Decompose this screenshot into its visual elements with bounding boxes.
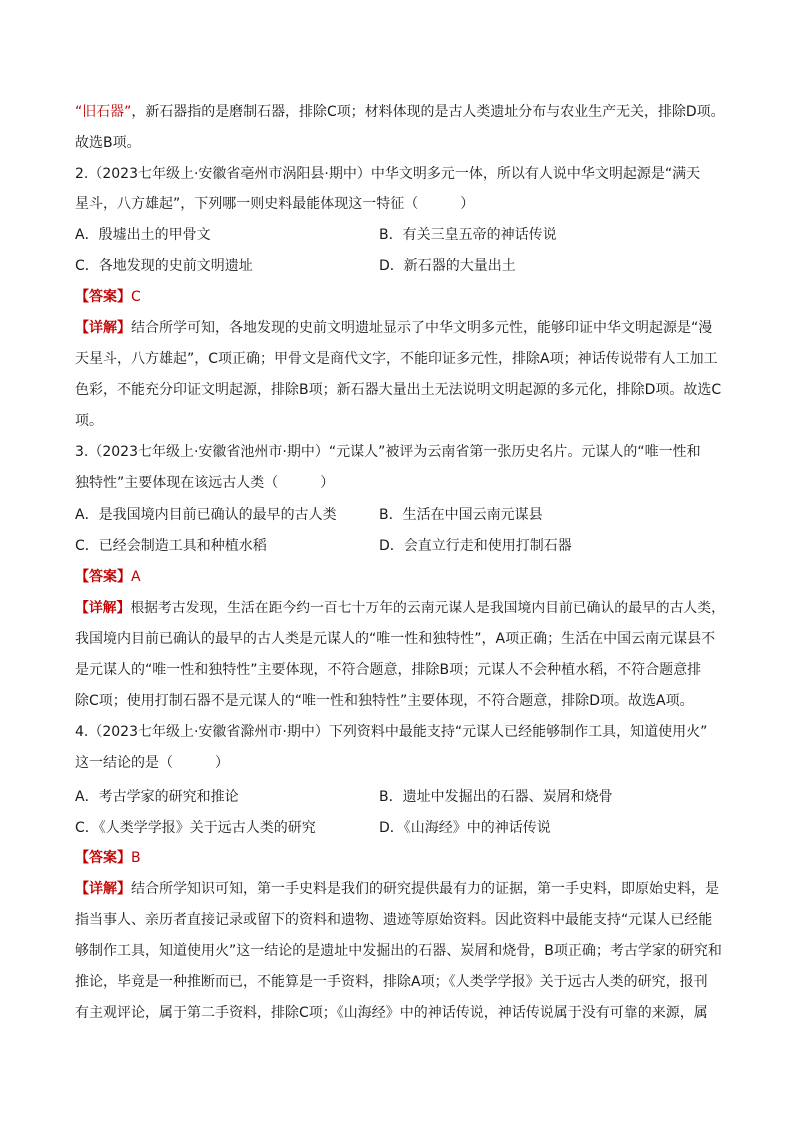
detail-text: 根据考古发现，生活在距今约一百七十万年的云南元谋人是我国境内目前已确认的最早的古人类， <box>130 600 725 616</box>
question-4-option-a: A．考古学家的研究和推论 <box>75 789 239 805</box>
question-4-detail-line-4: 推论，毕竟是一种推断而已，不能算是一手资料，排除A项；《人类学学报》关于远古人类的研究，报刊 <box>75 974 708 990</box>
question-4-answer <box>75 843 725 874</box>
question-4-detail-line-2: 指当事人、亲历者直接记录或留下的资料和遗物、遗迹等原始资料。因此资料中最能支持“元谋人已经能 <box>75 912 713 928</box>
question-3-option-d: D．会直立行走和使用打制石器 <box>379 538 572 554</box>
question-2-option-c: C．各地发现的史前文明遗址 <box>75 258 253 274</box>
question-4-option-d: D．《山海经》中的神话传说 <box>379 820 551 836</box>
intro-line-1 <box>75 97 725 128</box>
intro-line-2: 故选B项。 <box>75 135 141 151</box>
intro-text: ，新石器指的是磨制石器，排除C项；材料体现的是古人类遗址分布与农业生产无关，排除D项。 <box>131 104 725 120</box>
question-2-stem-line-1: 2.（2023七年级上·安徽省亳州市涡阳县·期中）中华文明多元一体，所以有人说中华文明起源是“满天 <box>75 166 701 182</box>
answer-value: B <box>131 850 141 866</box>
question-2-detail-line-1 <box>75 313 725 344</box>
detail-tag: 【详解】 <box>75 320 131 336</box>
question-4-detail-line-1 <box>75 874 725 905</box>
answer-tag: 【答案】 <box>75 289 131 305</box>
question-4-detail-line-5: 有主观评论，属于第二手资料，排除C项；《山海经》中的神话传说，神话传说属于没有可靠的来源，属 <box>75 1005 708 1021</box>
question-4-option-c: C．《人类学学报》关于远古人类的研究 <box>75 820 316 836</box>
question-3-detail-line-4: 除C项；使用打制石器不是元谋人的“唯一性和独特性”主要体现，不符合题意，排除D项。故选A项。 <box>75 693 694 709</box>
answer-value: C <box>131 289 141 305</box>
question-3-stem-line-2: 独特性”主要体现在该远古人类（ ） <box>75 475 335 491</box>
question-4-option-b: B．遗址中发掘出的石器、炭屑和烧骨 <box>379 789 613 805</box>
answer-tag: 【答案】 <box>75 569 131 585</box>
intro-quote: “旧石器” <box>75 104 132 120</box>
question-2-detail-line-3: 色彩，不能充分印证文明起源，排除B项；新石器大量出土无法说明文明起源的多元化，排除D项。故选C <box>75 382 722 398</box>
question-3-option-a: A．是我国境内目前已确认的最早的古人类 <box>75 507 337 523</box>
detail-tag: 【详解】 <box>75 600 131 616</box>
question-3-option-c: C．已经会制造工具和种植水稻 <box>75 538 267 554</box>
question-2-option-d: D．新石器的大量出土 <box>379 258 516 274</box>
detail-text: 结合所学可知，各地发现的史前文明遗址显示了中华文明多元性，能够印证中华文明起源是“漫 <box>131 320 713 336</box>
answer-tag: 【答案】 <box>75 850 131 866</box>
question-3-answer <box>75 562 725 593</box>
question-2-stem-line-2: 星斗，八方雄起”，下列哪一则史料最能体现这一特征（ ） <box>75 196 475 212</box>
question-4-detail-line-3: 够制作工具，知道使用火”这一结论的是遗址中发掘出的石器、炭屑和烧骨，B项正确；考古学家的研究和 <box>75 943 722 959</box>
detail-text: 结合所学知识可知，第一手史料是我们的研究提供最有力的证据，第一手史料，即原始史料，是 <box>131 881 719 897</box>
question-2-detail-line-2: 天星斗，八方雄起”，C项正确；甲骨文是商代文字，不能印证多元性，排除A项；神话传说带有人工加工 <box>75 351 718 367</box>
answer-value: A <box>131 569 141 585</box>
question-3-detail-line-2: 我国境内目前已确认的最早的古人类是元谋人的“唯一性和独特性”，A项正确；生活在中国云南元谋县不 <box>75 631 716 647</box>
detail-tag: 【详解】 <box>75 881 131 897</box>
question-2-option-a: A．殷墟出土的甲骨文 <box>75 227 211 243</box>
question-2-answer <box>75 282 725 313</box>
question-3-option-b: B．生活在中国云南元谋县 <box>379 507 543 523</box>
question-3-detail-line-1 <box>75 593 725 624</box>
question-2-detail-line-4: 项。 <box>75 413 103 429</box>
question-4-stem-line-1: 4.（2023七年级上·安徽省滁州市·期中）下列资料中最能支持“元谋人已经能够制作工具，知道使用火” <box>75 724 708 740</box>
question-3-detail-line-3: 是元谋人的“唯一性和独特性”主要体现，不符合题意，排除B项；元谋人不会种植水稻，不符合题意排 <box>75 662 702 678</box>
question-4-stem-line-2: 这一结论的是（ ） <box>75 755 229 771</box>
question-2-option-b: B．有关三皇五帝的神话传说 <box>379 227 557 243</box>
question-3-stem-line-1: 3.（2023七年级上·安徽省池州市·期中）“元谋人”被评为云南省第一张历史名片。元谋人的“唯一性和 <box>75 444 701 460</box>
